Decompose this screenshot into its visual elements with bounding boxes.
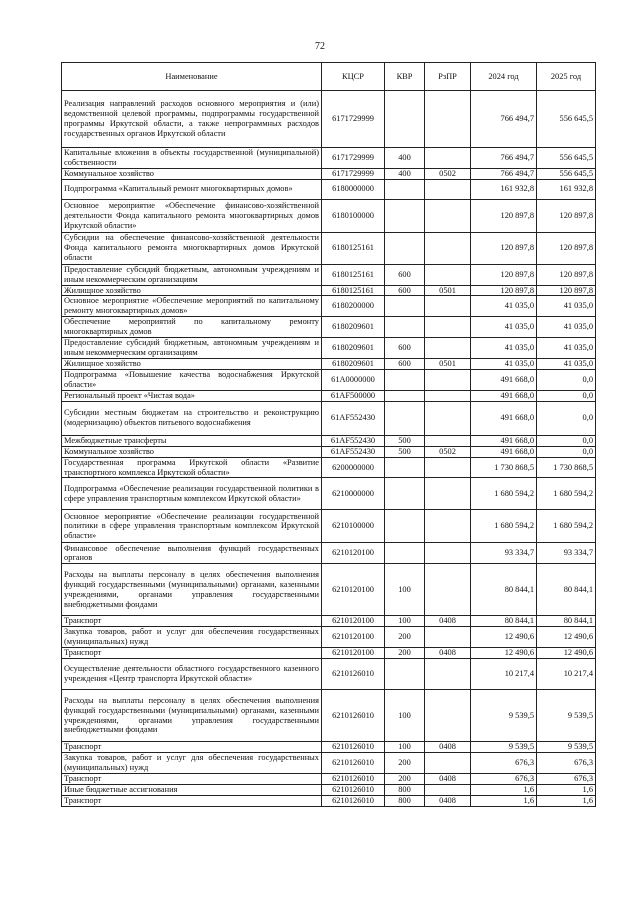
row-kcsr: 6210126010 bbox=[322, 753, 385, 774]
row-amount-2024: 120 897,8 bbox=[471, 232, 537, 264]
row-rzpr: 0408 bbox=[425, 616, 471, 627]
row-kvr: 200 bbox=[385, 648, 425, 659]
row-name: Транспорт bbox=[62, 648, 322, 659]
row-amount-2024: 9 539,5 bbox=[471, 690, 537, 742]
header-2024: 2024 год bbox=[471, 63, 537, 91]
row-amount-2025: 0,0 bbox=[537, 446, 596, 457]
table-row bbox=[62, 616, 596, 627]
row-name: Закупка товаров, работ и услуг для обеспечения государственных (муниципальных) нужд bbox=[62, 753, 322, 774]
row-kcsr: 6180209601 bbox=[322, 317, 385, 338]
row-kcsr: 6210120100 bbox=[322, 627, 385, 648]
table-row bbox=[62, 232, 596, 264]
row-amount-2025: 41 035,0 bbox=[537, 338, 596, 359]
row-amount-2024: 676,3 bbox=[471, 773, 537, 784]
table-row bbox=[62, 179, 596, 199]
row-amount-2025: 1 680 594,2 bbox=[537, 478, 596, 510]
table-row bbox=[62, 753, 596, 774]
row-rzpr bbox=[425, 690, 471, 742]
header-name: Наименование bbox=[62, 63, 322, 91]
row-amount-2024: 120 897,8 bbox=[471, 285, 537, 296]
row-rzpr bbox=[425, 317, 471, 338]
table-row bbox=[62, 457, 596, 478]
header-kvr: КВР bbox=[385, 63, 425, 91]
row-kcsr: 6180200000 bbox=[322, 296, 385, 317]
row-amount-2025: 93 334,7 bbox=[537, 543, 596, 564]
row-kvr bbox=[385, 369, 425, 390]
row-rzpr bbox=[425, 564, 471, 616]
table-row bbox=[62, 510, 596, 543]
row-amount-2025: 0,0 bbox=[537, 369, 596, 390]
row-amount-2025: 1,6 bbox=[537, 795, 596, 806]
page-number: 72 bbox=[315, 41, 325, 52]
row-name: Основное мероприятие «Обеспечение мероприятий по капитальному ремонту многоквартирных домов» bbox=[62, 296, 322, 317]
row-kcsr: 61А0000000 bbox=[322, 369, 385, 390]
row-rzpr bbox=[425, 369, 471, 390]
budget-table bbox=[61, 62, 596, 807]
row-amount-2025: 556 645,5 bbox=[537, 91, 596, 148]
row-amount-2025: 12 490,6 bbox=[537, 627, 596, 648]
row-kcsr: 61АF552430 bbox=[322, 401, 385, 435]
row-rzpr: 0408 bbox=[425, 742, 471, 753]
row-kvr bbox=[385, 179, 425, 199]
row-kcsr: 6210120100 bbox=[322, 648, 385, 659]
table-row bbox=[62, 648, 596, 659]
table-row bbox=[62, 795, 596, 806]
table-row bbox=[62, 369, 596, 390]
row-kvr: 100 bbox=[385, 564, 425, 616]
table-row bbox=[62, 543, 596, 564]
row-kvr bbox=[385, 296, 425, 317]
row-amount-2025: 161 932,8 bbox=[537, 179, 596, 199]
row-amount-2024: 120 897,8 bbox=[471, 199, 537, 232]
row-kvr bbox=[385, 401, 425, 435]
row-amount-2025: 120 897,8 bbox=[537, 232, 596, 264]
row-amount-2024: 1 680 594,2 bbox=[471, 478, 537, 510]
row-amount-2025: 80 844,1 bbox=[537, 564, 596, 616]
row-kcsr: 6210000000 bbox=[322, 478, 385, 510]
table-row bbox=[62, 742, 596, 753]
row-amount-2025: 1,6 bbox=[537, 784, 596, 795]
row-amount-2025: 120 897,8 bbox=[537, 264, 596, 285]
table-row bbox=[62, 264, 596, 285]
table-row bbox=[62, 168, 596, 179]
row-rzpr: 0501 bbox=[425, 285, 471, 296]
row-rzpr bbox=[425, 627, 471, 648]
row-rzpr bbox=[425, 478, 471, 510]
row-name: Межбюджетные трансферты bbox=[62, 435, 322, 446]
row-rzpr bbox=[425, 232, 471, 264]
table-row bbox=[62, 390, 596, 401]
row-kvr: 200 bbox=[385, 773, 425, 784]
row-kvr: 600 bbox=[385, 359, 425, 370]
row-name: Обеспечение мероприятий по капитальному ремонту многоквартирных домов bbox=[62, 317, 322, 338]
row-rzpr: 0502 bbox=[425, 168, 471, 179]
row-amount-2024: 1,6 bbox=[471, 795, 537, 806]
row-name: Основное мероприятие «Обеспечение финансово-хозяйственной деятельности Фонда капитального ремонта многоквартирных домов Иркутской области» bbox=[62, 199, 322, 232]
row-amount-2024: 9 539,5 bbox=[471, 742, 537, 753]
row-rzpr: 0502 bbox=[425, 446, 471, 457]
row-name: Субсидии на обеспечение финансово-хозяйственной деятельности Фонда капитального ремонта многоквартирных домов Иркутской области bbox=[62, 232, 322, 264]
table-row bbox=[62, 784, 596, 795]
row-name: Основное мероприятие «Обеспечение реализации государственной политики в сфере управления транспортным комплексом Иркутской области» bbox=[62, 510, 322, 543]
row-rzpr: 0408 bbox=[425, 648, 471, 659]
row-kcsr: 6210126010 bbox=[322, 773, 385, 784]
row-amount-2024: 12 490,6 bbox=[471, 627, 537, 648]
row-rzpr bbox=[425, 296, 471, 317]
row-name: Транспорт bbox=[62, 616, 322, 627]
row-kcsr: 6200000000 bbox=[322, 457, 385, 478]
row-kvr bbox=[385, 659, 425, 690]
row-rzpr bbox=[425, 401, 471, 435]
row-kcsr: 6180125161 bbox=[322, 232, 385, 264]
row-name: Подпрограмма «Капитальный ремонт многоквартирных домов» bbox=[62, 179, 322, 199]
row-kvr: 400 bbox=[385, 168, 425, 179]
row-amount-2024: 766 494,7 bbox=[471, 148, 537, 169]
row-name: Транспорт bbox=[62, 773, 322, 784]
row-name: Расходы на выплаты персоналу в целях обеспечения выполнения функций государственными (муниципальными) органами, казенными учреждениями, органами управления государственными внебюджетными фондами bbox=[62, 564, 322, 616]
row-kvr: 100 bbox=[385, 742, 425, 753]
row-name: Закупка товаров, работ и услуг для обеспечения государственных (муниципальных) нужд bbox=[62, 627, 322, 648]
table-row bbox=[62, 478, 596, 510]
row-kcsr: 61АF500000 bbox=[322, 390, 385, 401]
row-amount-2024: 41 035,0 bbox=[471, 338, 537, 359]
table-header-row bbox=[62, 63, 596, 91]
row-name: Предоставление субсидий бюджетным, автономным учреждениям и иным некоммерческим организациям bbox=[62, 264, 322, 285]
row-kcsr: 6210126010 bbox=[322, 659, 385, 690]
row-amount-2025: 0,0 bbox=[537, 390, 596, 401]
row-name: Государственная программа Иркутской области «Развитие транспортного комплекса Иркутской области» bbox=[62, 457, 322, 478]
row-kvr: 800 bbox=[385, 784, 425, 795]
table-row bbox=[62, 401, 596, 435]
row-name: Подпрограмма «Обеспечение реализации государственной политики в сфере управления транспортным комплексом Иркутской области» bbox=[62, 478, 322, 510]
row-rzpr bbox=[425, 338, 471, 359]
row-kvr bbox=[385, 91, 425, 148]
table-row bbox=[62, 359, 596, 370]
header-rzpr: РзПР bbox=[425, 63, 471, 91]
row-amount-2024: 1,6 bbox=[471, 784, 537, 795]
table-row bbox=[62, 446, 596, 457]
row-kcsr: 6180125161 bbox=[322, 264, 385, 285]
row-amount-2024: 12 490,6 bbox=[471, 648, 537, 659]
row-kvr: 200 bbox=[385, 753, 425, 774]
row-kvr: 800 bbox=[385, 795, 425, 806]
row-name: Иные бюджетные ассигнования bbox=[62, 784, 322, 795]
row-amount-2025: 556 645,5 bbox=[537, 168, 596, 179]
table-row bbox=[62, 317, 596, 338]
row-kvr: 500 bbox=[385, 446, 425, 457]
row-amount-2025: 80 844,1 bbox=[537, 616, 596, 627]
row-kcsr: 6171729999 bbox=[322, 91, 385, 148]
table-row bbox=[62, 659, 596, 690]
row-amount-2024: 491 668,0 bbox=[471, 435, 537, 446]
row-kvr bbox=[385, 478, 425, 510]
row-name: Осуществление деятельности областного государственного казенного учреждения «Центр транспорта Иркутской области» bbox=[62, 659, 322, 690]
row-kcsr: 6210126010 bbox=[322, 690, 385, 742]
row-kcsr: 6210126010 bbox=[322, 742, 385, 753]
row-amount-2025: 1 680 594,2 bbox=[537, 510, 596, 543]
table-row bbox=[62, 627, 596, 648]
row-kcsr: 6171729999 bbox=[322, 168, 385, 179]
table-row bbox=[62, 690, 596, 742]
row-amount-2024: 1 730 868,5 bbox=[471, 457, 537, 478]
row-amount-2025: 10 217,4 bbox=[537, 659, 596, 690]
row-amount-2024: 80 844,1 bbox=[471, 564, 537, 616]
row-amount-2024: 1 680 594,2 bbox=[471, 510, 537, 543]
row-name: Региональный проект «Чистая вода» bbox=[62, 390, 322, 401]
row-kvr: 100 bbox=[385, 616, 425, 627]
row-name: Реализация направлений расходов основного мероприятия и (или) ведомственной целевой программы, подпрограммы государственной программы Иркутской области, а также непрограммных расходов государственных органов Иркутской области bbox=[62, 91, 322, 148]
row-amount-2025: 676,3 bbox=[537, 753, 596, 774]
row-amount-2024: 766 494,7 bbox=[471, 91, 537, 148]
row-kvr bbox=[385, 457, 425, 478]
row-amount-2024: 120 897,8 bbox=[471, 264, 537, 285]
row-rzpr bbox=[425, 179, 471, 199]
row-amount-2024: 41 035,0 bbox=[471, 296, 537, 317]
row-amount-2025: 676,3 bbox=[537, 773, 596, 784]
row-kcsr: 6210120100 bbox=[322, 616, 385, 627]
row-kcsr: 6180000000 bbox=[322, 179, 385, 199]
row-amount-2025: 120 897,8 bbox=[537, 199, 596, 232]
row-amount-2024: 766 494,7 bbox=[471, 168, 537, 179]
row-rzpr bbox=[425, 390, 471, 401]
header-kcsr: КЦСР bbox=[322, 63, 385, 91]
row-name: Субсидии местным бюджетам на строительство и реконструкцию (модернизацию) объектов питьевого водоснабжения bbox=[62, 401, 322, 435]
row-rzpr bbox=[425, 510, 471, 543]
row-rzpr bbox=[425, 91, 471, 148]
row-amount-2024: 491 668,0 bbox=[471, 446, 537, 457]
row-rzpr bbox=[425, 543, 471, 564]
header-2025: 2025 год bbox=[537, 63, 596, 91]
table-row bbox=[62, 285, 596, 296]
row-amount-2024: 161 932,8 bbox=[471, 179, 537, 199]
row-rzpr bbox=[425, 199, 471, 232]
row-kvr: 200 bbox=[385, 627, 425, 648]
row-rzpr bbox=[425, 148, 471, 169]
row-rzpr bbox=[425, 659, 471, 690]
row-amount-2025: 0,0 bbox=[537, 435, 596, 446]
row-name: Транспорт bbox=[62, 742, 322, 753]
row-name: Подпрограмма «Повышение качества водоснабжения Иркутской области» bbox=[62, 369, 322, 390]
row-name: Жилищное хозяйство bbox=[62, 285, 322, 296]
row-name: Финансовое обеспечение выполнения функций государственных органов bbox=[62, 543, 322, 564]
row-amount-2025: 120 897,8 bbox=[537, 285, 596, 296]
row-kvr: 400 bbox=[385, 148, 425, 169]
row-kcsr: 6210120100 bbox=[322, 543, 385, 564]
row-amount-2024: 491 668,0 bbox=[471, 401, 537, 435]
row-name: Предоставление субсидий бюджетным, автономным учреждениям и иным некоммерческим организациям bbox=[62, 338, 322, 359]
row-amount-2024: 491 668,0 bbox=[471, 390, 537, 401]
row-rzpr: 0408 bbox=[425, 773, 471, 784]
row-amount-2024: 491 668,0 bbox=[471, 369, 537, 390]
row-kvr: 600 bbox=[385, 285, 425, 296]
table-row bbox=[62, 148, 596, 169]
row-amount-2025: 9 539,5 bbox=[537, 742, 596, 753]
row-amount-2025: 1 730 868,5 bbox=[537, 457, 596, 478]
row-rzpr bbox=[425, 457, 471, 478]
row-rzpr bbox=[425, 784, 471, 795]
row-kvr bbox=[385, 317, 425, 338]
table-row bbox=[62, 199, 596, 232]
row-kcsr: 6180209601 bbox=[322, 338, 385, 359]
row-rzpr: 0501 bbox=[425, 359, 471, 370]
row-kvr: 500 bbox=[385, 435, 425, 446]
row-rzpr bbox=[425, 264, 471, 285]
row-name: Транспорт bbox=[62, 795, 322, 806]
row-rzpr bbox=[425, 753, 471, 774]
table-row bbox=[62, 296, 596, 317]
row-amount-2024: 41 035,0 bbox=[471, 359, 537, 370]
row-kcsr: 6180209601 bbox=[322, 359, 385, 370]
row-kvr: 600 bbox=[385, 264, 425, 285]
table-row bbox=[62, 564, 596, 616]
row-kvr bbox=[385, 199, 425, 232]
table-row bbox=[62, 91, 596, 148]
row-kcsr: 6171729999 bbox=[322, 148, 385, 169]
row-kcsr: 6180100000 bbox=[322, 199, 385, 232]
row-name: Коммунальное хозяйство bbox=[62, 168, 322, 179]
row-kcsr: 6210100000 bbox=[322, 510, 385, 543]
row-kvr bbox=[385, 390, 425, 401]
row-amount-2024: 676,3 bbox=[471, 753, 537, 774]
row-amount-2025: 0,0 bbox=[537, 401, 596, 435]
row-name: Расходы на выплаты персоналу в целях обеспечения выполнения функций государственными (муниципальными) органами, казенными учреждениями, органами управления государственными внебюджетными фондами bbox=[62, 690, 322, 742]
table-row bbox=[62, 435, 596, 446]
row-kvr bbox=[385, 543, 425, 564]
row-amount-2025: 556 645,5 bbox=[537, 148, 596, 169]
row-kvr bbox=[385, 232, 425, 264]
row-name: Коммунальное хозяйство bbox=[62, 446, 322, 457]
row-amount-2025: 41 035,0 bbox=[537, 296, 596, 317]
row-kcsr: 6180125161 bbox=[322, 285, 385, 296]
row-amount-2025: 41 035,0 bbox=[537, 317, 596, 338]
row-amount-2024: 41 035,0 bbox=[471, 317, 537, 338]
row-kcsr: 6210120100 bbox=[322, 564, 385, 616]
row-kcsr: 61АF552430 bbox=[322, 446, 385, 457]
row-name: Капитальные вложения в объекты государственной (муниципальной) собственности bbox=[62, 148, 322, 169]
row-kcsr: 61АF552430 bbox=[322, 435, 385, 446]
row-kvr bbox=[385, 510, 425, 543]
row-amount-2024: 93 334,7 bbox=[471, 543, 537, 564]
row-rzpr: 0408 bbox=[425, 795, 471, 806]
table-row bbox=[62, 773, 596, 784]
row-name: Жилищное хозяйство bbox=[62, 359, 322, 370]
row-kvr: 100 bbox=[385, 690, 425, 742]
row-amount-2025: 12 490,6 bbox=[537, 648, 596, 659]
row-amount-2024: 10 217,4 bbox=[471, 659, 537, 690]
row-kcsr: 6210126010 bbox=[322, 784, 385, 795]
row-amount-2025: 41 035,0 bbox=[537, 359, 596, 370]
row-amount-2025: 9 539,5 bbox=[537, 690, 596, 742]
row-kcsr: 6210126010 bbox=[322, 795, 385, 806]
row-amount-2024: 80 844,1 bbox=[471, 616, 537, 627]
table-row bbox=[62, 338, 596, 359]
row-kvr: 600 bbox=[385, 338, 425, 359]
row-rzpr bbox=[425, 435, 471, 446]
